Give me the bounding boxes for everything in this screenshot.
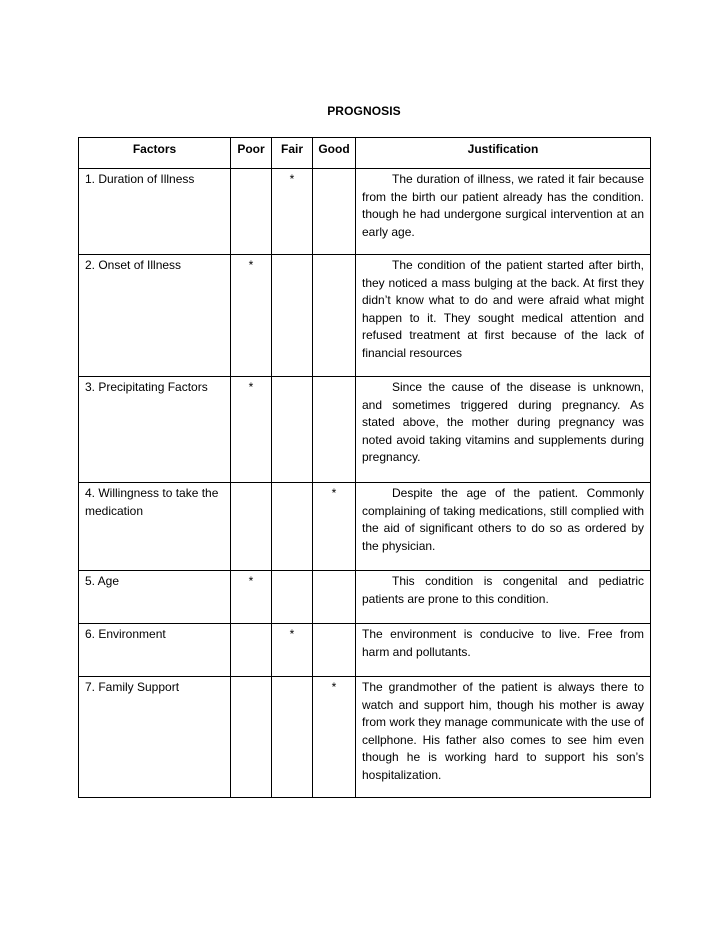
fair-rating-cell: * [272, 169, 313, 255]
column-header-good: Good [313, 138, 356, 169]
good-rating-cell: * [313, 677, 356, 798]
justification-cell: The condition of the patient started after birth, they noticed a mass bulging at the back. At first they didn’t know what to do and were afraid what might happen to it. They sought medical attention and refused treatment at first because of the lack of financial resources [356, 255, 651, 377]
poor-rating-cell [231, 169, 272, 255]
poor-rating-cell: * [231, 571, 272, 624]
factor-cell: 1. Duration of Illness [79, 169, 231, 255]
good-rating-cell [313, 255, 356, 377]
table-row [79, 571, 651, 624]
factor-cell: 7. Family Support [79, 677, 231, 798]
poor-rating-cell: * [231, 377, 272, 483]
fair-rating-cell [272, 571, 313, 624]
poor-rating-cell [231, 624, 272, 677]
column-header-poor: Poor [231, 138, 272, 169]
good-rating-cell [313, 169, 356, 255]
fair-rating-cell [272, 255, 313, 377]
good-rating-cell [313, 624, 356, 677]
table-header-row [79, 138, 651, 169]
page-title: PROGNOSIS [327, 104, 401, 118]
justification-cell: The duration of illness, we rated it fair because from the birth our patient already has the condition. though he had undergone surgical intervention at an early age. [356, 169, 651, 255]
table-row [79, 255, 651, 377]
poor-rating-cell [231, 483, 272, 571]
table-row [79, 624, 651, 677]
justification-cell: Despite the age of the patient. Commonly complaining of taking medications, still complied with the aid of significant others to do so as ordered by the physician. [356, 483, 651, 571]
justification-cell: Since the cause of the disease is unknown, and sometimes triggered during pregnancy. As stated above, the mother during pregnancy was noted avoid taking vitamins and supplements during pregnancy. [356, 377, 651, 483]
table-row [79, 169, 651, 255]
fair-rating-cell: * [272, 624, 313, 677]
prognosis-table [78, 137, 651, 798]
poor-rating-cell: * [231, 255, 272, 377]
fair-rating-cell [272, 377, 313, 483]
good-rating-cell [313, 377, 356, 483]
column-header-fair: Fair [272, 138, 313, 169]
justification-cell: This condition is congenital and pediatric patients are prone to this condition. [356, 571, 651, 624]
justification-cell: The environment is conducive to live. Free from harm and pollutants. [356, 624, 651, 677]
column-header-factors: Factors [79, 138, 231, 169]
justification-cell: The grandmother of the patient is always there to watch and support him, though his mother is away from work they manage communicate with the use of cellphone. His father also comes to see him even though he is working hard to support his son’s hospitalization. [356, 677, 651, 798]
factor-cell: 2. Onset of Illness [79, 255, 231, 377]
column-header-justification: Justification [356, 138, 651, 169]
good-rating-cell [313, 571, 356, 624]
factor-cell: 4. Willingness to take the medication [79, 483, 231, 571]
factor-cell: 5. Age [79, 571, 231, 624]
poor-rating-cell [231, 677, 272, 798]
fair-rating-cell [272, 483, 313, 571]
table-row [79, 377, 651, 483]
table-row [79, 483, 651, 571]
factor-cell: 3. Precipitating Factors [79, 377, 231, 483]
fair-rating-cell [272, 677, 313, 798]
factor-cell: 6. Environment [79, 624, 231, 677]
good-rating-cell: * [313, 483, 356, 571]
table-row [79, 677, 651, 798]
